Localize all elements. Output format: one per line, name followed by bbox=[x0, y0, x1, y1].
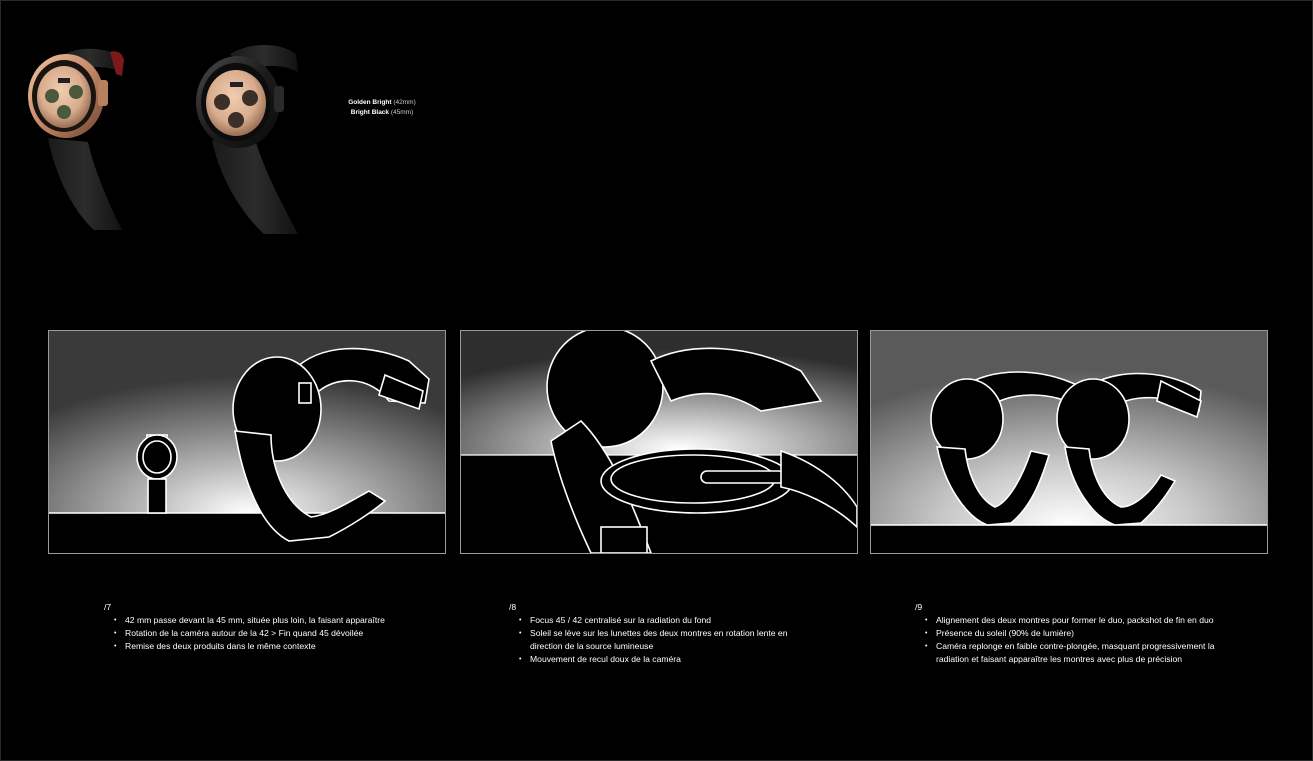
bullet-item: • Caméra replonge en faible contre-plongée, masquant progressivement la radiation et faisant apparaître les montres avec plus de précision bbox=[915, 640, 1215, 666]
bullet-item: • Mouvement de recul doux de la caméra bbox=[509, 653, 809, 666]
bullet-item: • Remise des deux produits dans le même contexte bbox=[104, 640, 404, 653]
bullet-item: • Présence du soleil (90% de lumière) bbox=[915, 627, 1215, 640]
bullet-list bbox=[104, 614, 404, 653]
bullet-item: • 42 mm passe devant la 45 mm, située plus loin, la faisant apparaître bbox=[104, 614, 404, 627]
watch-golden-bright bbox=[28, 49, 124, 230]
storyboard-frame-9 bbox=[870, 330, 1268, 554]
bullet-item: • Focus 45 / 42 centralisé sur la radiation du fond bbox=[509, 614, 809, 627]
bullet-item: • Alignement des deux montres pour former le duo, packshot de fin en duo bbox=[915, 614, 1215, 627]
frame-number: /9 bbox=[915, 602, 923, 612]
bullet-item: • Rotation de la caméra autour de la 42 > Fin quand 45 dévoilée bbox=[104, 627, 404, 640]
variant-labels bbox=[318, 98, 446, 118]
bullet-list bbox=[915, 614, 1215, 666]
caption-frame-8 bbox=[509, 601, 809, 666]
storyboard-frame-8 bbox=[460, 330, 858, 554]
storyboard-frame-7 bbox=[48, 330, 446, 554]
frame-number: /7 bbox=[104, 602, 112, 612]
bullet-item: • Soleil se lève sur les lunettes des deux montres en rotation lente en direction de la source lumineuse bbox=[509, 627, 809, 653]
variant-golden-bright: Golden Bright (42mm) bbox=[348, 99, 416, 106]
caption-frame-9 bbox=[915, 601, 1215, 666]
watch-bright-black bbox=[196, 45, 298, 234]
caption-frame-7 bbox=[104, 601, 404, 653]
frame-number: /8 bbox=[509, 602, 517, 612]
variant-bright-black: Bright Black (45mm) bbox=[350, 109, 414, 116]
bullet-list bbox=[509, 614, 809, 666]
product-photo bbox=[2, 30, 384, 242]
